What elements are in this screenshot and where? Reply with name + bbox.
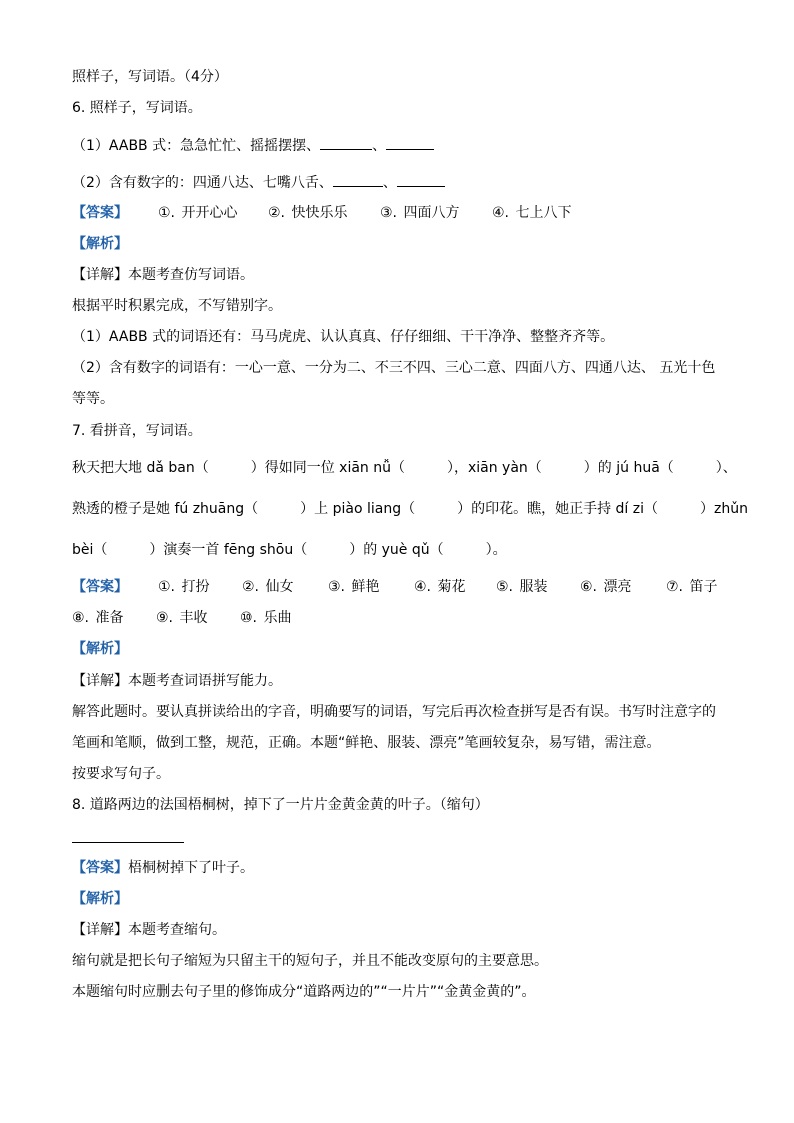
blank-separator: 、 [382,175,397,191]
answer-item: ④. 七上八下 [492,205,572,221]
answer-item: ③. 鲜艳 [328,579,380,595]
blank-separator: 、 [372,138,387,154]
answer-blank [397,172,445,187]
question-7-answer [72,577,734,597]
answer-blank [386,135,434,150]
question-7-sentence: 熟透的橙子是她 fú zhuāng（ ）上 piào liang（ ）的印花。瞧，她正手持 dí zi（ ）zhǔn [72,501,748,517]
analysis-tag: 【解析】 [72,236,128,252]
question-7-sentence: bèi（ ）演奏一首 fēng shōu（ ）的 yuè qǔ（ ）。 [72,542,507,558]
answer-item: ①. 开开心心 [158,205,238,221]
question-6-answer [72,203,734,223]
explanation-line: 按要求写句子。 [72,766,170,782]
question-8-answer [72,858,734,878]
detail-tag: 【详解】 [72,922,128,938]
answer-blank [333,172,383,187]
answer-item: ④. 菊花 [414,579,466,595]
answer-item: ⑧. 准备 [72,610,124,626]
detail-text: 本题考查缩句。 [128,922,226,938]
answer-text: 梧桐树掉下了叶子。 [128,860,254,876]
explanation-line: 等等。 [72,391,114,407]
answer-item: ⑦. 笛子 [666,579,718,595]
question-6-title: 6. 照样子，写词语。 [72,100,202,116]
explanation-line: （1）AABB 式的词语还有：马马虎虎、认认真真、仔仔细细、干干净净、整整齐齐等。 [72,329,615,345]
explanation-line: 解答此题时。要认真拼读给出的字音，明确要写的词语，写完后再次检查拼写是否有误。书写时注意字的 [72,704,716,720]
detail-line [72,920,734,940]
detail-text: 本题考查词语拼写能力。 [128,673,282,689]
explanation-line: 缩句就是把长句子缩短为只留主干的短句子，并且不能改变原句的主要意思。 [72,953,548,969]
analysis-tag: 【解析】 [72,891,128,907]
answer-item: ②. 快快乐乐 [268,205,348,221]
explanation-line: 本题缩句时应删去句子里的修饰成分“道路两边的”“一片片”“金黄金黄的”。 [72,984,536,1000]
answer-item: ③. 四面八方 [380,205,460,221]
explanation-line: 笔画和笔顺，做到工整，规范，正确。本题“鲜艳、服装、漂亮”笔画较复杂，易写错，需注意。 [72,735,661,751]
section-instruction: 照样子，写词语。（4分） [72,69,228,85]
answer-item: ⑤. 服装 [496,579,548,595]
answer-item: ①. 打扮 [158,579,210,595]
explanation-line: （2）含有数字的词语有：一心一意、一分为二、不三不四、三心二意、四面八方、四通八达、 五光十色 [72,360,716,376]
answer-item: ⑨. 丰收 [156,610,208,626]
answer-item: ⑩. 乐曲 [240,610,292,626]
answer-blank [320,135,372,150]
explanation-line: 根据平时积累完成，不写错别字。 [72,298,282,314]
question-7-sentence: 秋天把大地 dǎ ban（ ）得如同一位 xiān nǚ（ ），xiān yàn（ ）的 jú huā（ ）、 [72,460,737,476]
detail-line [72,265,734,285]
answer-tag: 【答案】 [72,579,128,595]
question-7-title: 7. 看拼音，写词语。 [72,423,202,439]
detail-tag: 【详解】 [72,267,128,283]
detail-line [72,671,734,691]
detail-tag: 【详解】 [72,673,128,689]
answer-line [72,842,184,843]
part-2-text: （2）含有数字的：四通八达、七嘴八舌、 [72,175,333,191]
analysis-tag: 【解析】 [72,641,128,657]
question-6-part-1 [72,135,734,156]
answer-item: ②. 仙女 [242,579,294,595]
detail-text: 本题考查仿写词语。 [128,267,254,283]
answer-tag: 【答案】 [72,860,128,876]
question-6-part-2 [72,172,734,193]
answer-tag: 【答案】 [72,205,128,221]
answer-item: ⑥. 漂亮 [580,579,632,595]
part-1-text: （1）AABB 式：急急忙忙、摇摇摆摆、 [72,138,321,154]
question-8-title: 8. 道路两边的法国梧桐树，掉下了一片片金黄金黄的叶子。（缩句） [72,797,489,813]
